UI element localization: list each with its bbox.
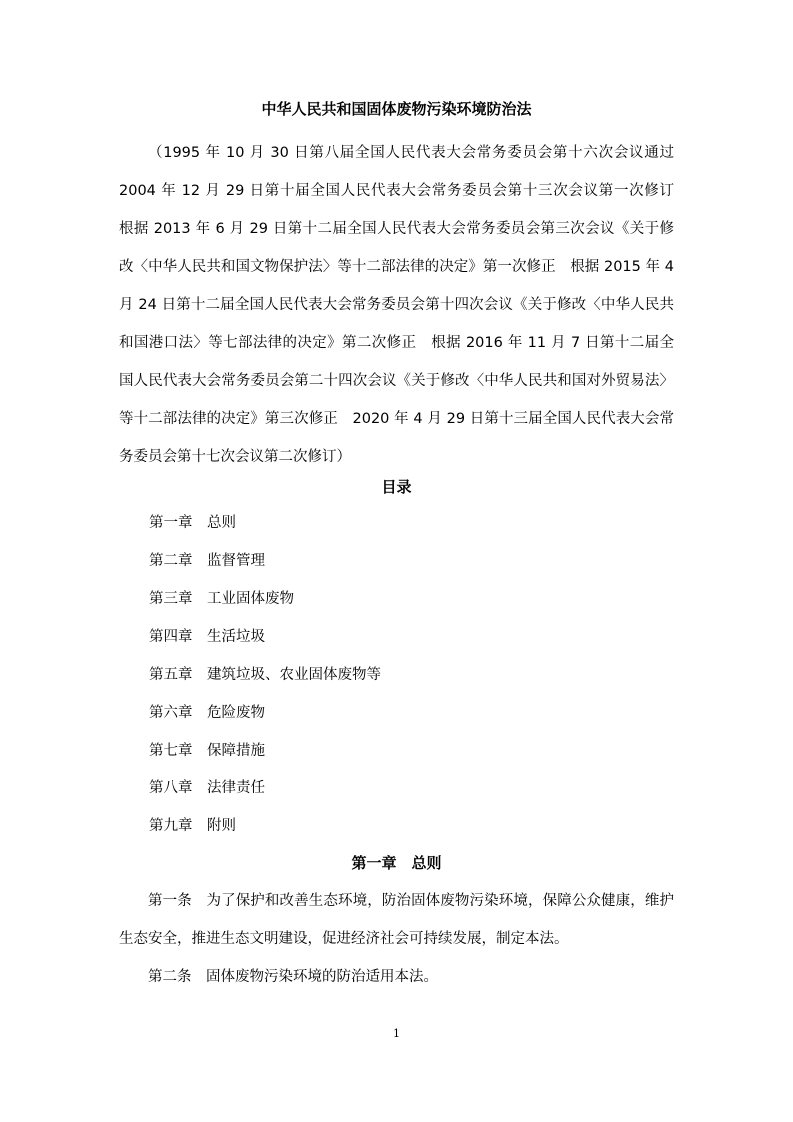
toc-item bbox=[149, 816, 236, 836]
toc-item bbox=[149, 703, 265, 723]
toc-chapter-title: 监督管理 bbox=[207, 553, 265, 569]
toc-chapter-title: 建筑垃圾、农业固体废物等 bbox=[207, 667, 381, 683]
article-number: 第二条 bbox=[148, 969, 192, 985]
toc-chapter-title: 工业固体废物 bbox=[207, 591, 294, 607]
toc-chapter-number: 第一章 bbox=[149, 515, 193, 531]
toc-item bbox=[149, 551, 265, 571]
article-paragraph bbox=[119, 958, 674, 996]
toc-heading: 目录 bbox=[381, 478, 412, 496]
toc-chapter-number: 第六章 bbox=[149, 705, 193, 721]
toc-chapter-title: 保障措施 bbox=[207, 743, 265, 759]
toc-chapter-number: 第七章 bbox=[149, 743, 193, 759]
toc-chapter-number: 第九章 bbox=[149, 818, 193, 834]
toc-chapter-title: 法律责任 bbox=[207, 780, 265, 796]
toc-chapter-number: 第五章 bbox=[149, 667, 193, 683]
article-text: 为了保护和改善生态环境，防治固体废物污染环境，保障公众健康，维护生态安全，推进生态文明建设，促进经济社会可持续发展，制定本法。 bbox=[119, 893, 675, 947]
toc-item bbox=[149, 778, 265, 798]
toc-chapter-title: 危险废物 bbox=[207, 705, 265, 721]
toc-item bbox=[149, 665, 381, 685]
document-title: 中华人民共和国固体废物污染环境防治法 bbox=[261, 100, 532, 118]
toc-chapter-number: 第二章 bbox=[149, 553, 193, 569]
toc-chapter-number: 第八章 bbox=[149, 780, 193, 796]
chapter-heading: 第一章 总则 bbox=[351, 854, 442, 872]
toc-item bbox=[149, 513, 236, 533]
toc-chapter-number: 第四章 bbox=[149, 629, 193, 645]
toc-item bbox=[149, 741, 265, 761]
toc-chapter-title: 总则 bbox=[207, 515, 236, 531]
article-number: 第一条 bbox=[148, 893, 192, 909]
article-text: 固体废物污染环境的防治适用本法。 bbox=[206, 969, 438, 985]
toc-chapter-title: 附则 bbox=[207, 818, 236, 834]
article-paragraph bbox=[119, 882, 674, 958]
toc-chapter-number: 第三章 bbox=[149, 591, 193, 607]
toc-item bbox=[149, 589, 294, 609]
intro-paragraph: （1995 年 10 月 30 日第八届全国人民代表大会常务委员会第十六次会议通过 2004 年 12 月 29 日第十届全国人民代表大会常务委员会第十三次会议第一次修订 根据 2013 年 6 月 29 日第十二届全国人民代表大会常务委员会第三次会议《关于修改〈中华人民共和国文物保护法〉等十二部法律的决定》第一次修正 根据 2015 年 4 月 24 日第十二届全国人民代表大会常务委员会第十四次会议《关于修改〈中华人民共和国港口法〉等七部法律的决定》第二次修正 根据 2016 年 11 月 7 日第十二届全国人民代表大会常务委员会第二十四次会议《关于修改〈中华人民共和国对外贸易法〉等十二部法律的决定》第三次修正 2020 年 4 月 29 日第十三届全国人民代表大会常务委员会第十七次会议第二次修订） bbox=[119, 145, 689, 465]
toc-item bbox=[149, 627, 265, 647]
page-number: 1 bbox=[393, 1027, 400, 1040]
toc-chapter-title: 生活垃圾 bbox=[207, 629, 265, 645]
